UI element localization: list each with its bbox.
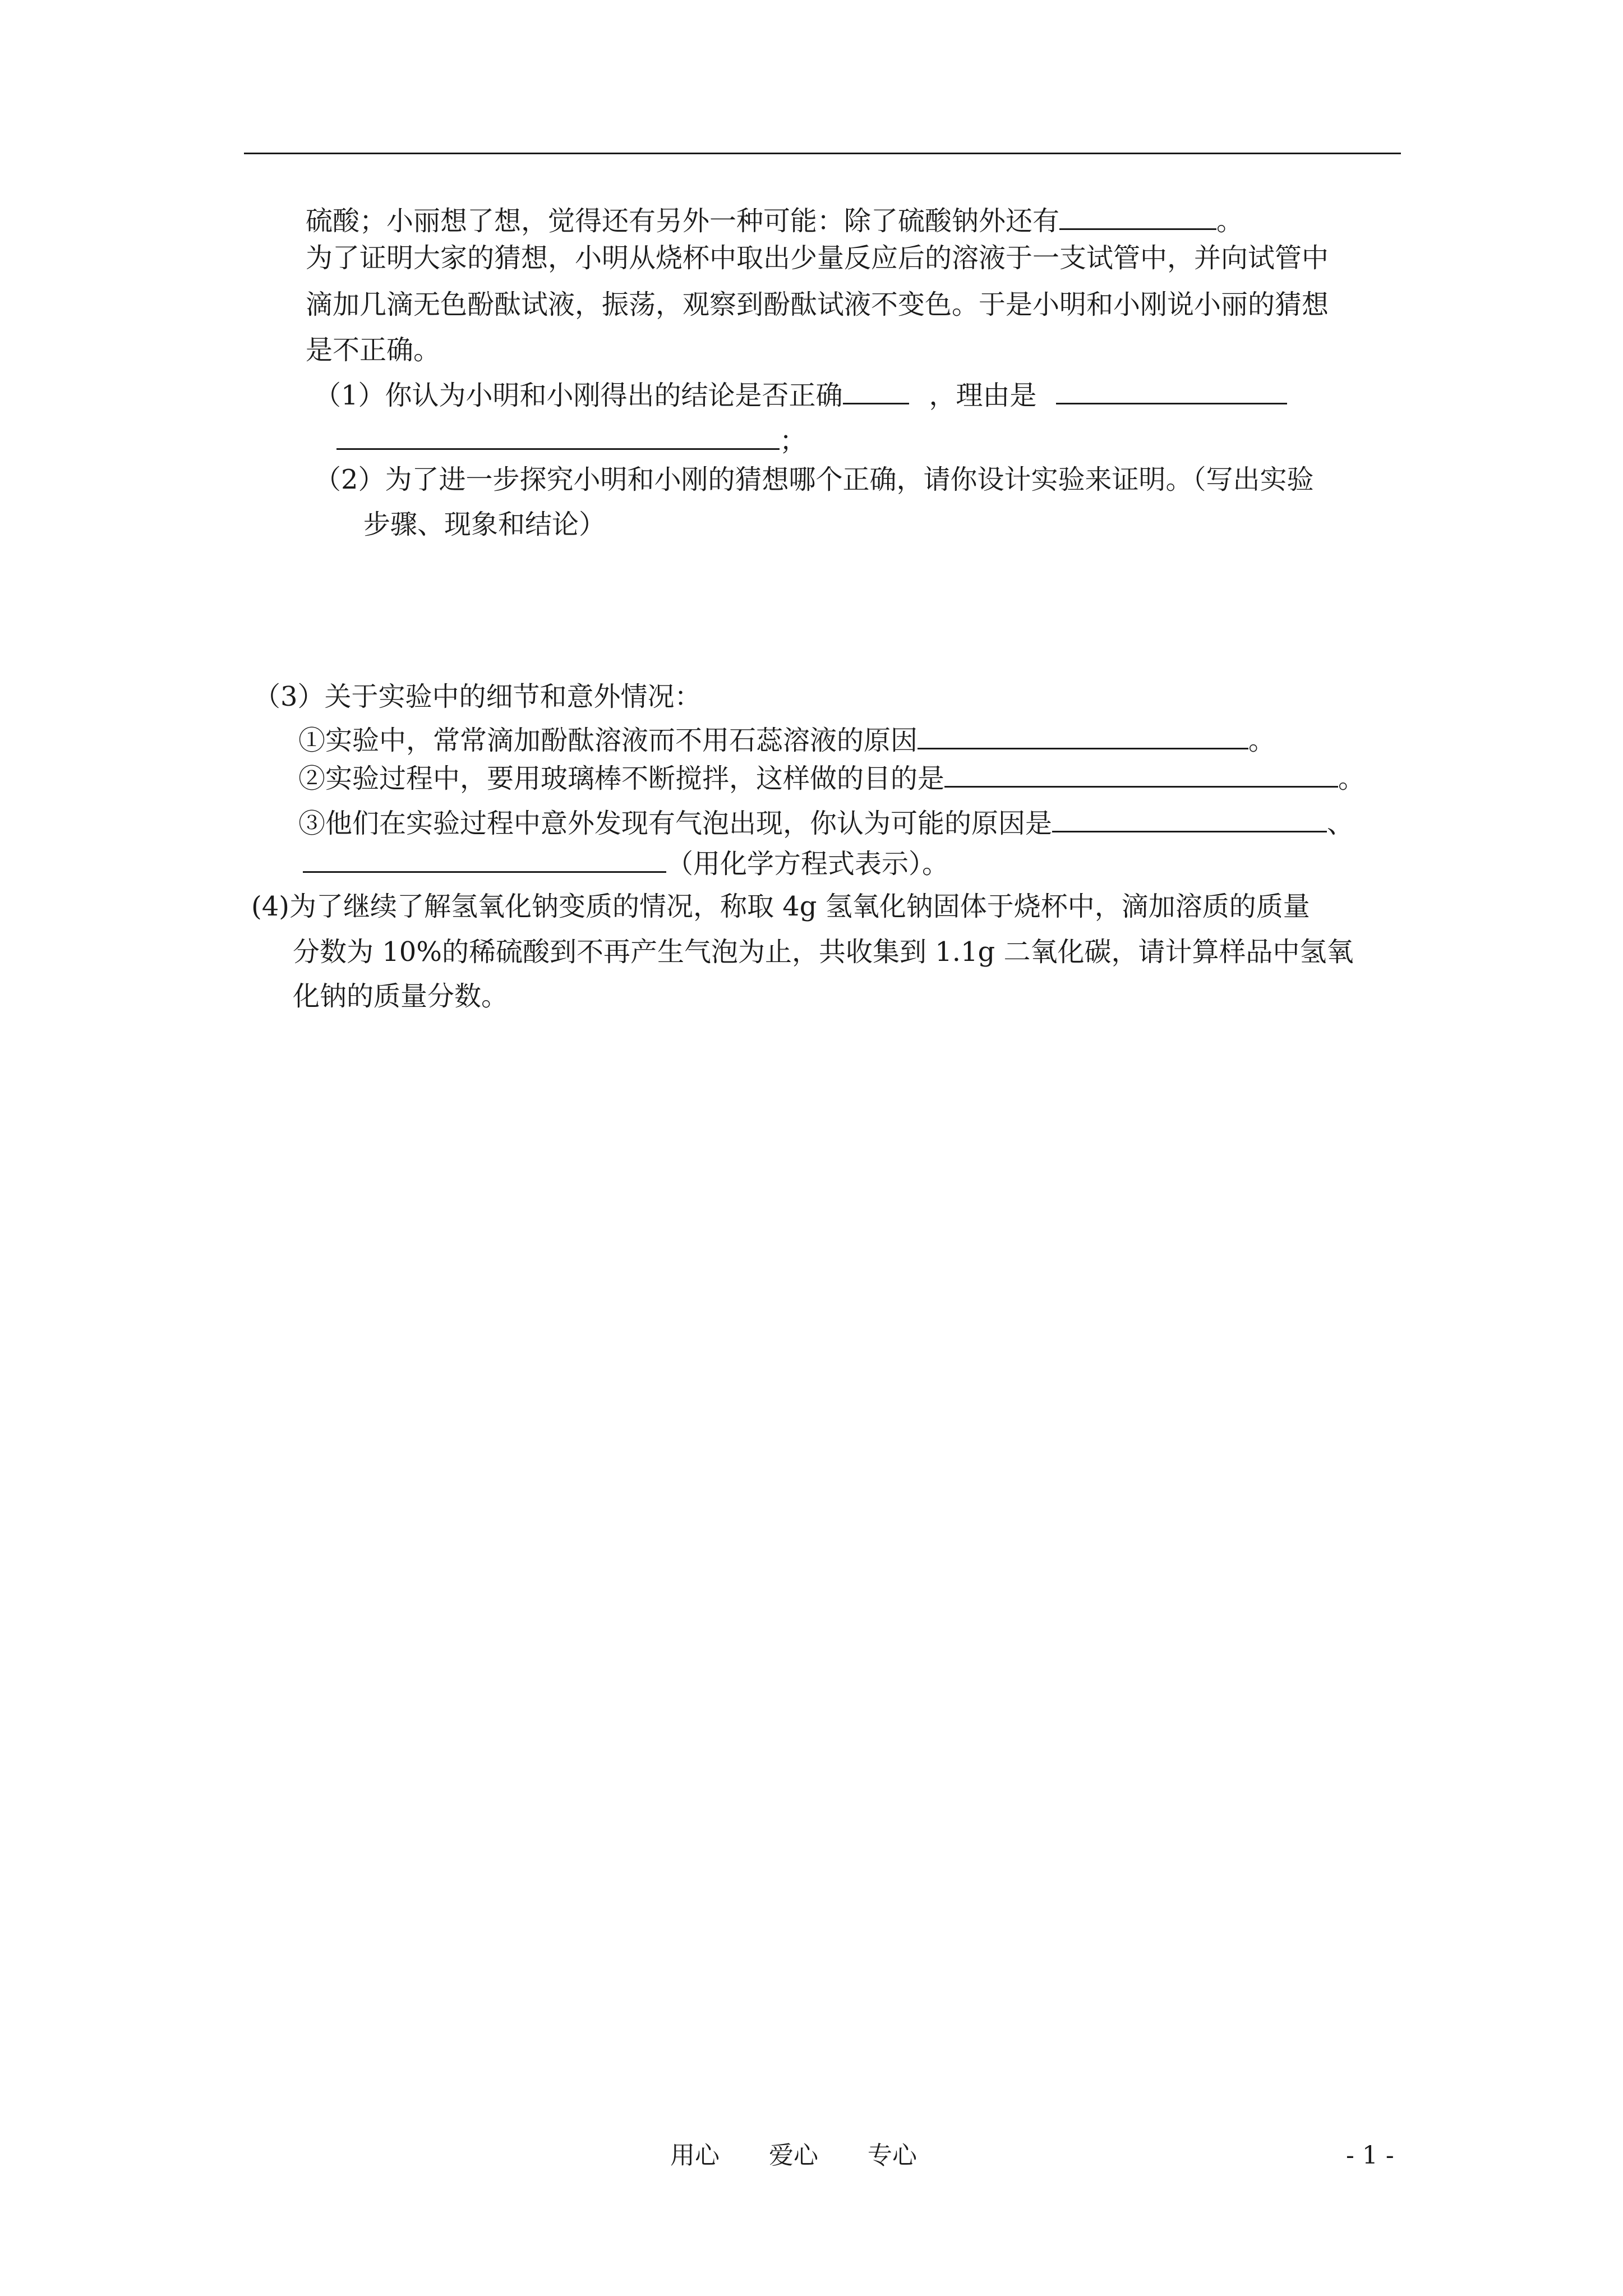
text-segment: 。 xyxy=(1338,763,1366,794)
question-2-line-2 xyxy=(363,508,606,541)
answer-blank[interactable] xyxy=(1059,204,1216,230)
text-line-4 xyxy=(306,333,440,367)
text-segment: 是不正确。 xyxy=(306,334,441,366)
question-4-line-2 xyxy=(293,935,1354,969)
text-segment: (4)为了继续了解氢氧化钠变质的情况，称取 4g 氢氧化钠固体于烧杯中，滴加溶质的质量 xyxy=(251,891,1310,922)
text-segment: 为了证明大家的猜想，小明从烧杯中取出少量反应后的溶液于一支试管中，并向试管中 xyxy=(306,242,1329,274)
text-segment: （用化学方程式表示）。 xyxy=(666,848,949,880)
text-segment: 化钠的质量分数。 xyxy=(293,981,509,1012)
text-segment: 滴加几滴无色酚酞试液，振荡，观察到酚酞试液不变色。于是小明和小刚说小丽的猜想 xyxy=(306,289,1329,320)
question-4-line-1 xyxy=(251,890,1310,923)
question-1-line-2 xyxy=(336,424,806,458)
answer-blank[interactable] xyxy=(1052,806,1327,832)
page-number: - 1 - xyxy=(1346,2141,1394,2170)
text-segment: ，理由是 xyxy=(929,380,1037,411)
question-4-line-3 xyxy=(293,979,508,1013)
text-line-3 xyxy=(306,288,1329,321)
text-segment: 硫酸；小丽想了想，觉得还有另外一种可能：除了硫酸钠外还有 xyxy=(306,205,1060,237)
question-2-line xyxy=(314,463,1314,496)
text-segment: （3）关于实验中的细节和意外情况： xyxy=(253,681,702,712)
text-segment: ③他们在实验过程中意外发现有气泡出现，你认为可能的原因是 xyxy=(298,808,1053,839)
question-3-line xyxy=(253,680,702,714)
text-segment: 。 xyxy=(1216,205,1244,237)
answer-blank[interactable] xyxy=(944,761,1338,788)
text-line-2 xyxy=(306,241,1329,275)
question-3-item-3 xyxy=(298,806,1354,840)
answer-blank[interactable] xyxy=(1056,378,1287,404)
answer-blank[interactable] xyxy=(917,723,1248,749)
question-1-line xyxy=(314,378,1287,412)
answer-blank[interactable] xyxy=(303,846,666,873)
text-segment: 、 xyxy=(1327,808,1354,839)
text-line-1 xyxy=(306,204,1243,238)
text-segment: 。 xyxy=(1248,725,1276,756)
question-3-item-3-line-2 xyxy=(303,846,949,881)
answer-blank[interactable] xyxy=(843,378,909,404)
question-3-item-2 xyxy=(298,761,1365,795)
text-segment: ①实验中，常常滴加酚酞溶液而不用石蕊溶液的原因 xyxy=(298,725,918,756)
footer-motto: 用心 爱心 专心 xyxy=(670,2141,917,2170)
answer-blank[interactable] xyxy=(336,424,780,450)
text-segment: 步骤、现象和结论） xyxy=(363,509,606,540)
text-segment: （2）为了进一步探究小明和小刚的猜想哪个正确，请你设计实验来证明。（写出实验 xyxy=(314,464,1314,495)
text-segment: （1）你认为小明和小刚得出的结论是否正确 xyxy=(314,380,843,411)
text-segment: 分数为 10%的稀硫酸到不再产生气泡为止，共收集到 1.1g 二氧化碳，请计算样品中氢氧 xyxy=(293,936,1354,968)
header-rule xyxy=(244,153,1401,154)
text-segment: ②实验过程中，要用玻璃棒不断搅拌，这样做的目的是 xyxy=(298,763,945,794)
question-3-item-1 xyxy=(298,723,1275,757)
text-segment: ； xyxy=(780,425,807,457)
